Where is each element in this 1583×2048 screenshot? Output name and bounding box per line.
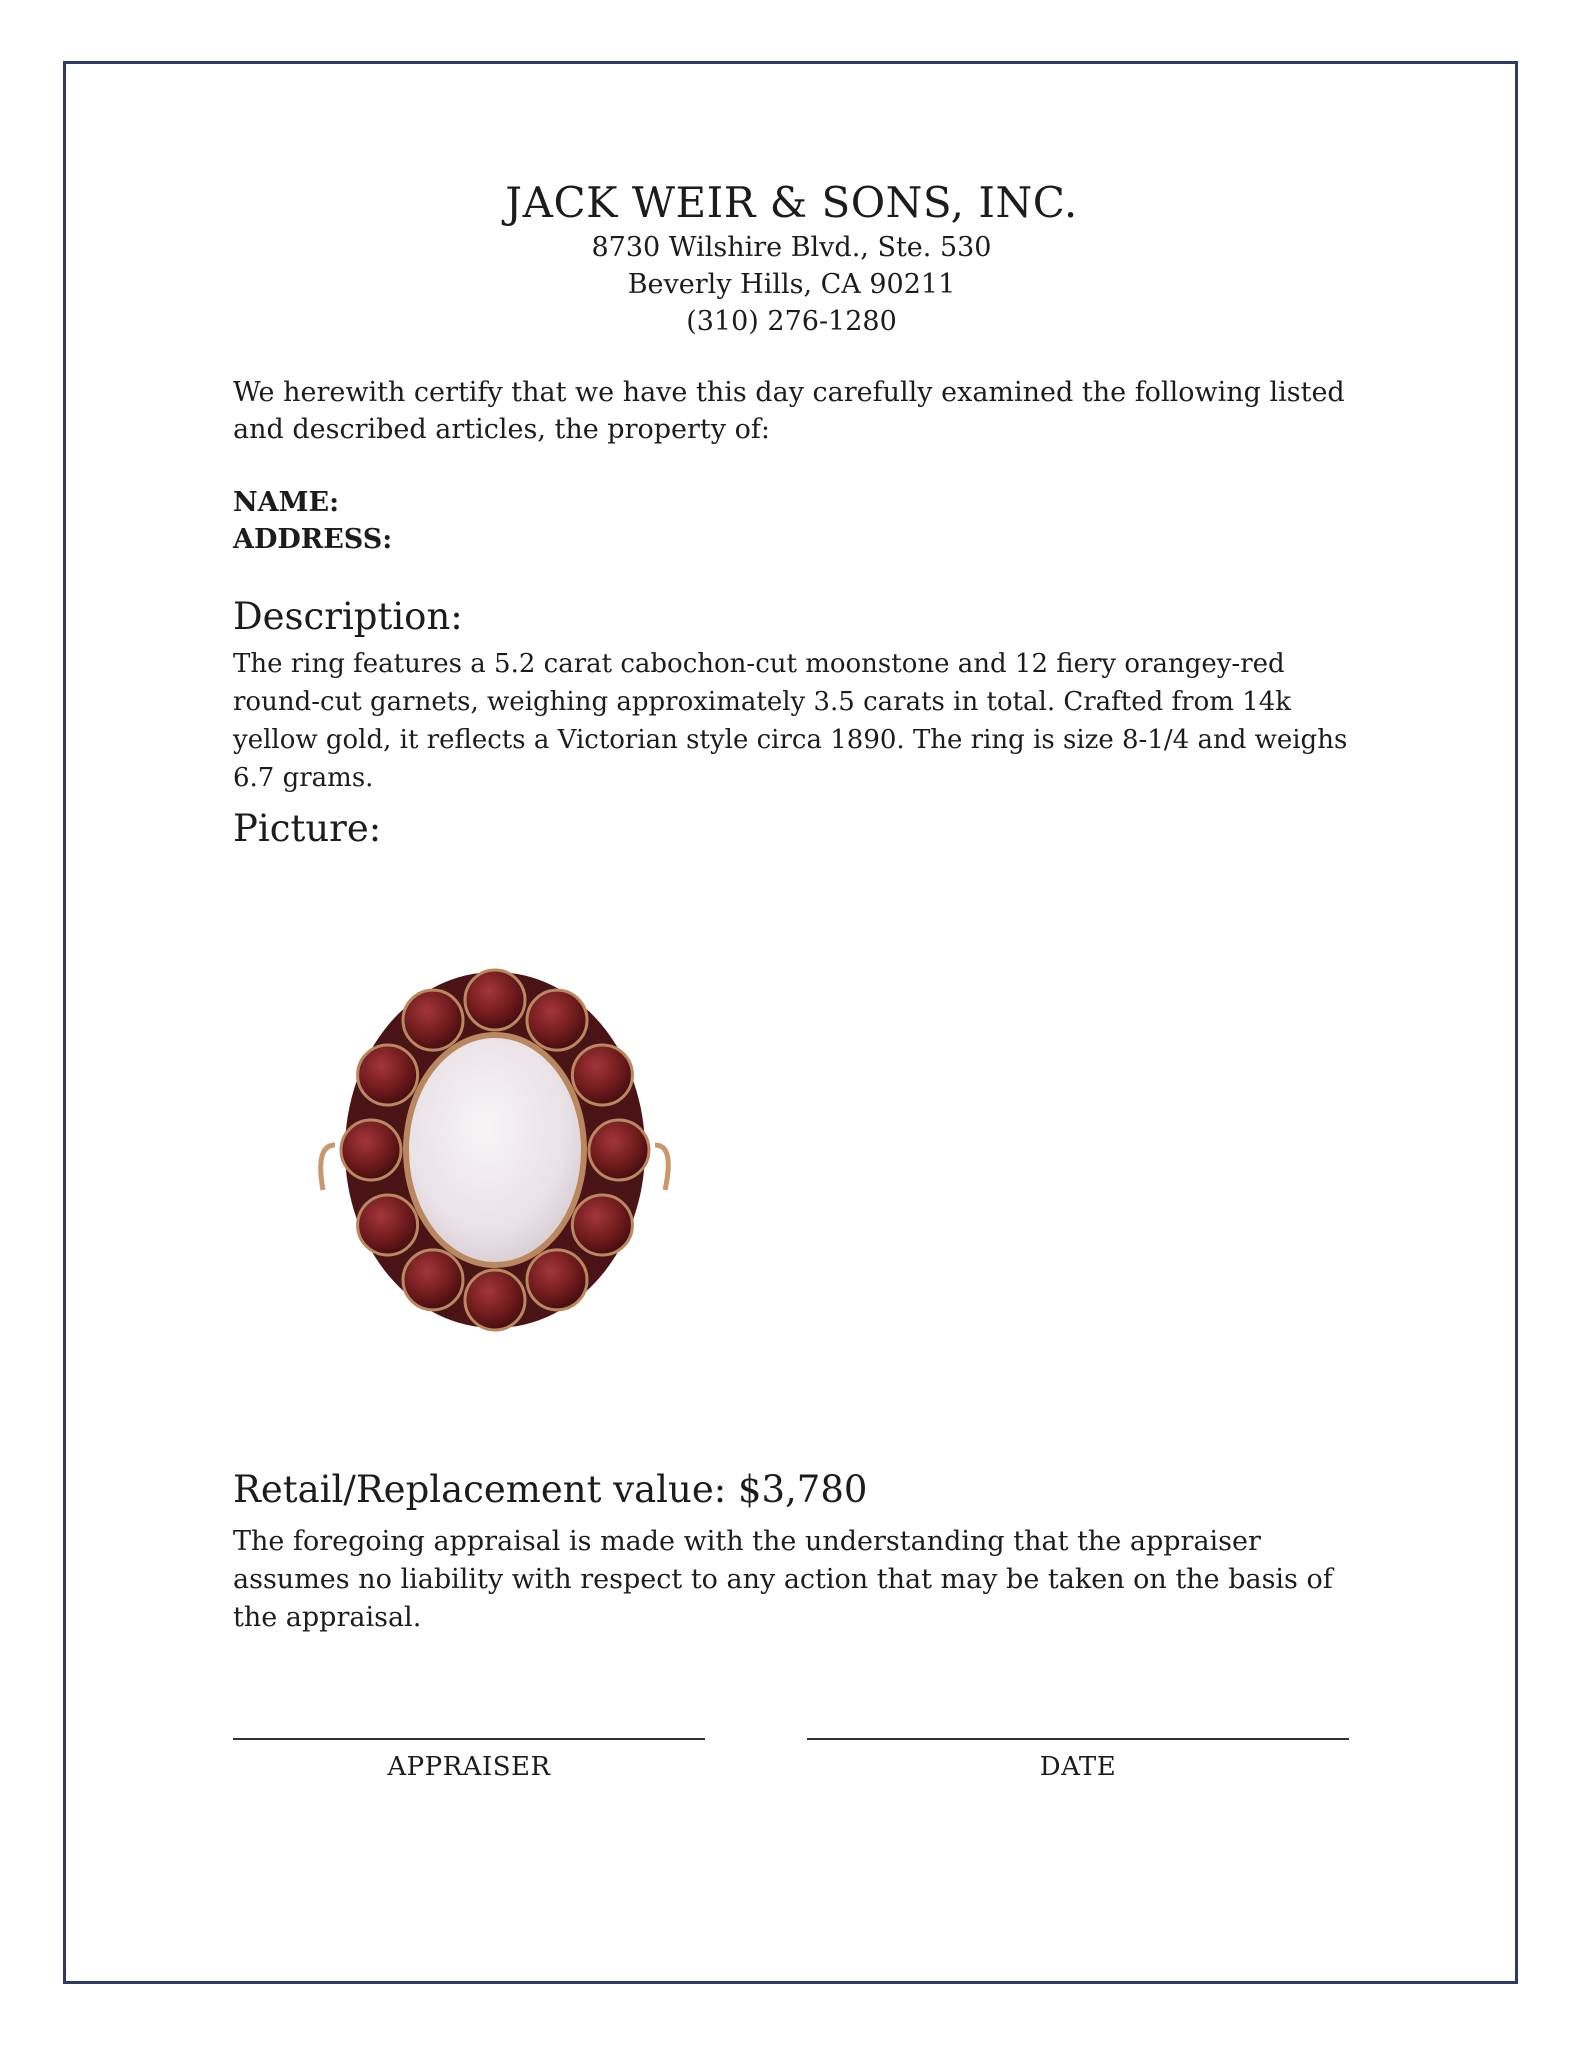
garnet-stone (589, 1120, 649, 1180)
garnet-stone (403, 990, 463, 1050)
company-phone: (310) 276-1280 (686, 306, 897, 337)
retail-value-heading: Retail/Replacement value: $3,780 (233, 1468, 868, 1511)
garnet-stone (465, 1270, 525, 1330)
garnet-stone (465, 970, 525, 1030)
garnet-stone (403, 1250, 463, 1310)
owner-address-label: ADDRESS: (233, 524, 393, 555)
ring-shank-right (655, 1145, 668, 1190)
appraiser-signature-line (233, 1738, 705, 1782)
garnet-stone (572, 1045, 632, 1105)
garnet-stone (527, 990, 587, 1050)
letterhead (0, 177, 1583, 340)
disclaimer-text: The foregoing appraisal is made with the understanding that the appraiser assumes no liability with respect to any action that may be taken on the basis of the appraisal. (233, 1526, 1333, 1633)
date-label: DATE (1039, 1752, 1117, 1782)
owner-name-row (233, 484, 1353, 521)
company-address-line2: Beverly Hills, CA 90211 (627, 269, 956, 300)
owner-address-row (233, 521, 1353, 558)
garnet-stone (527, 1250, 587, 1310)
garnet-stone (358, 1195, 418, 1255)
ring-illustration (305, 960, 685, 1340)
description-heading: Description: (233, 595, 463, 638)
company-name: JACK WEIR & SONS, INC. (505, 178, 1078, 227)
appraiser-label: APPRAISER (387, 1752, 551, 1782)
date-signature-line (807, 1738, 1349, 1782)
ring-shank-left (321, 1145, 335, 1190)
owner-block (233, 484, 1353, 558)
certification-statement: We herewith certify that we have this day carefully examined the following listed and described articles, the property of: (233, 377, 1345, 445)
picture-heading: Picture: (233, 807, 382, 850)
company-address-line1: 8730 Wilshire Blvd., Ste. 530 (591, 232, 992, 263)
description-text: The ring features a 5.2 carat cabochon-cut moonstone and 12 fiery orangey-red round-cut garnets, weighing approximately 3.5 carats in total. Crafted from 14k yellow gold, it reflects a Victorian style circa 1890. The ring is size 8-1/4 and weighs 6.7 grams. (233, 649, 1348, 793)
owner-name-label: NAME: (233, 487, 340, 518)
garnet-stone (572, 1195, 632, 1255)
garnet-stone (341, 1120, 401, 1180)
moonstone-cabochon (409, 1038, 581, 1262)
document-border (63, 61, 1518, 1984)
ring-photo (305, 960, 685, 1340)
garnet-stone (358, 1045, 418, 1105)
